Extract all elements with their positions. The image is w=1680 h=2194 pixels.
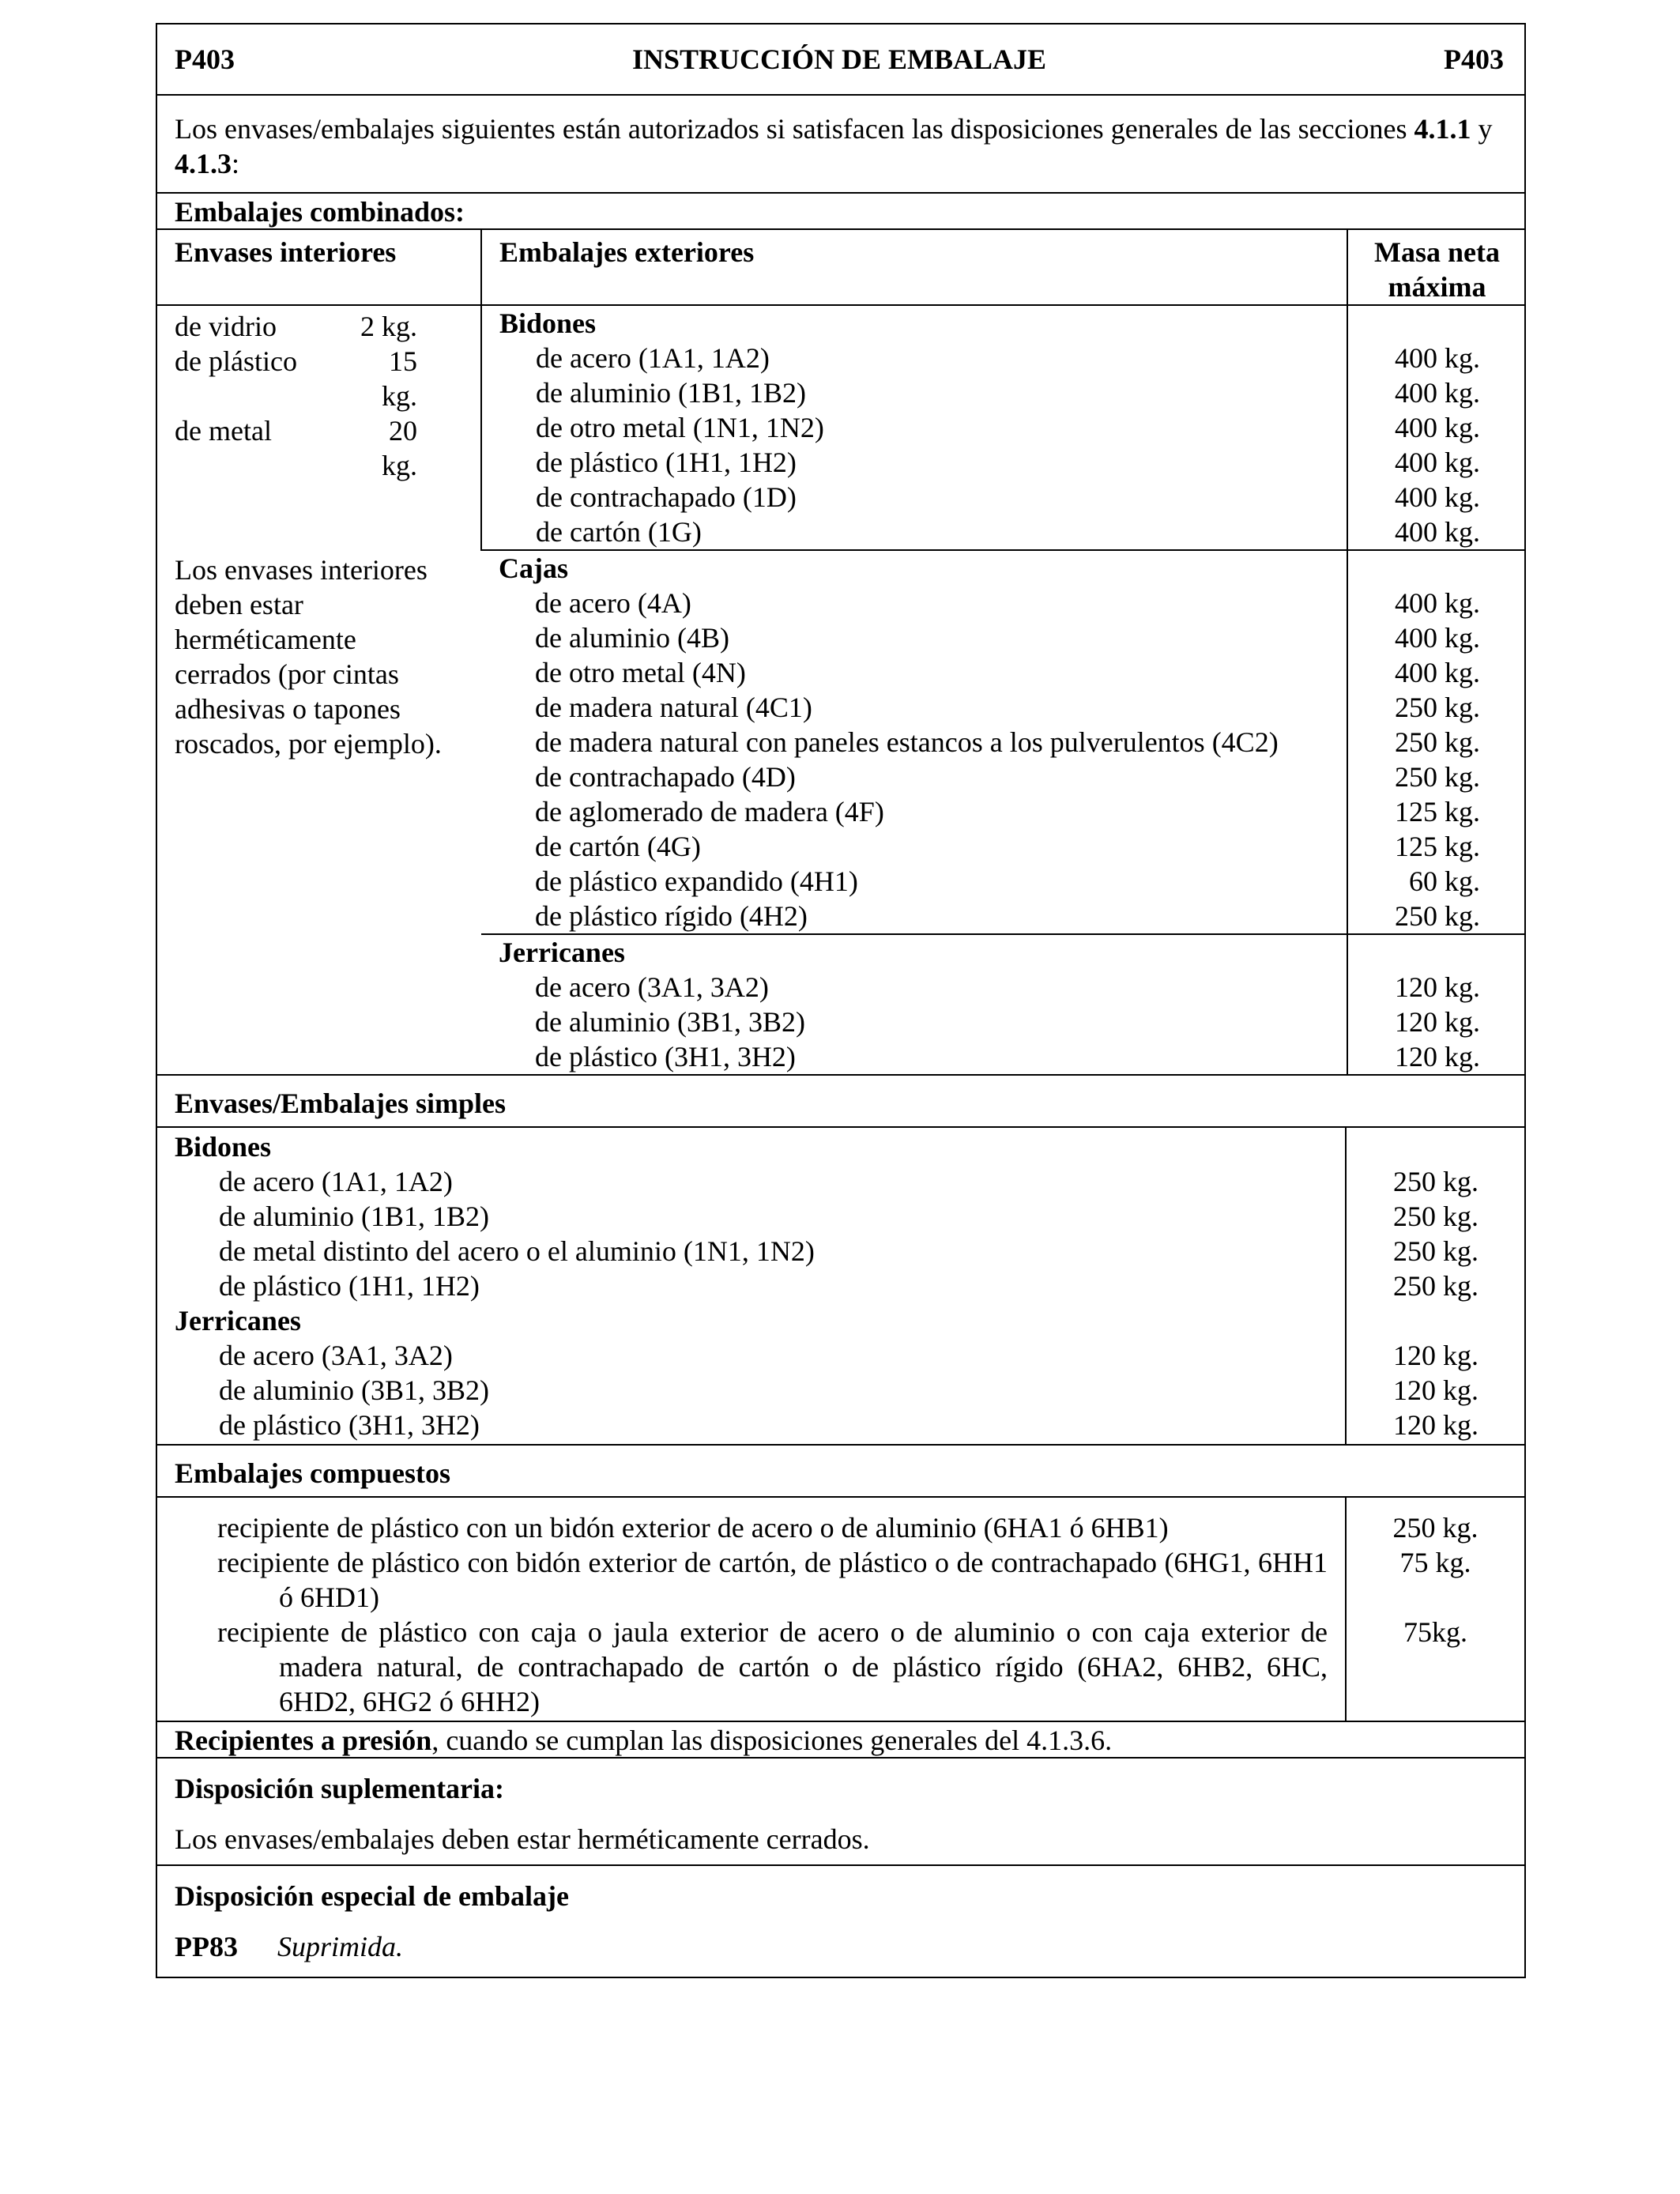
group-masses: [1348, 341, 1480, 549]
outer-packaging-item: de acero (3A1, 3A2): [535, 971, 769, 1003]
outer-packaging-item: de plástico (3H1, 3H2): [535, 1041, 796, 1072]
outer-packaging-item: de aluminio (1B1, 1B2): [536, 377, 806, 409]
outer-packaging-mass: 250 kg.: [1395, 900, 1480, 932]
pressure-bold: Recipientes a presión: [175, 1725, 432, 1756]
outer-packaging-mass: 120 kg.: [1395, 971, 1480, 1003]
outer-packaging-item: de acero (4A): [535, 587, 691, 619]
inner-packaging-name: de plástico: [175, 345, 297, 377]
mass-group-jerricans: [1347, 934, 1526, 1074]
outer-group-drums: [481, 305, 1347, 550]
outer-packaging-item: de cartón (4G): [535, 831, 701, 862]
col-inner-header: Envases interiores: [157, 230, 481, 305]
single-packaging-item: de metal distinto del acero o el aluminio (1N1, 1N2): [219, 1235, 815, 1267]
group-masses: [1348, 970, 1480, 1074]
col-mass-header: Masa neta máxima: [1347, 230, 1526, 305]
inner-packagings-note: Los envases interiores deben estar herméticamente cerrados (por cintas adhesivas o tapones roscados, por ejemplo).: [175, 554, 442, 760]
single-table: [157, 1128, 1524, 1444]
outer-packaging-item: de otro metal (4N): [535, 657, 746, 688]
outer-group-jerricans: [481, 934, 1347, 1074]
single-packaging-item: de plástico (1H1, 1H2): [219, 1270, 480, 1302]
provision-text: Suprimida.: [277, 1931, 404, 1962]
single-packaging-item: de acero (1A1, 1A2): [219, 1166, 453, 1197]
inner-packaging-name: de vidrio: [175, 311, 277, 342]
supplementary-text: Los envases/embalajes deben estar herméticamente cerrados.: [175, 1823, 870, 1855]
intro-text-a: Los envases/embalajes siguientes están autorizados si satisfacen las disposiciones generales de las secciones: [175, 113, 1414, 145]
single-packaging-mass: 250 kg.: [1393, 1235, 1478, 1267]
outer-packaging-mass: 400 kg.: [1395, 412, 1480, 443]
pressure-receptacles-row: [157, 1722, 1524, 1759]
single-group-title: Bidones: [175, 1131, 272, 1163]
outer-packaging-item: de plástico expandido (4H1): [535, 865, 858, 897]
inner-packaging-mass: 2 kg.: [360, 311, 417, 342]
outer-packaging-mass: 120 kg.: [1395, 1006, 1480, 1038]
single-labels-cell: [157, 1128, 1346, 1444]
outer-packaging-mass: 250 kg.: [1395, 692, 1480, 723]
composite-packaging-item: recipiente de plástico con caja o jaula exterior de acero o de aluminio o con caja exterior de madera natural, de contrachapado de cartón o de plástico rígido (6HA2, 6HB2, 6HC, 6HD2, 6HG2 ó 6HH2): [217, 1616, 1328, 1717]
outer-packaging-item: de aluminio (3B1, 3B2): [535, 1006, 805, 1038]
intro-text-c: :: [232, 148, 240, 179]
combined-packagings-title: Embalajes combinados:: [157, 194, 1524, 230]
outer-packaging-mass: 60 kg.: [1409, 865, 1480, 897]
single-packaging-mass: 250 kg.: [1393, 1201, 1478, 1232]
outer-packaging-item: de otro metal (1N1, 1N2): [536, 412, 824, 443]
composite-mass-cell: [1346, 1498, 1524, 1721]
outer-packaging-mass: 125 kg.: [1395, 796, 1480, 827]
intro-ref-1: 4.1.1: [1414, 113, 1471, 145]
single-group-title: Jerricanes: [175, 1305, 301, 1336]
inner-packaging-mass: 15 kg.: [382, 345, 417, 412]
group-masses: [1348, 586, 1480, 933]
outer-packaging-mass: 400 kg.: [1395, 622, 1480, 654]
packing-instruction-table: [156, 23, 1526, 1978]
single-packaging-mass: 120 kg.: [1393, 1374, 1478, 1406]
composite-packagings-title: Embalajes compuestos: [157, 1446, 1524, 1498]
spacer: [1347, 1303, 1478, 1338]
group-items: [499, 341, 1329, 549]
composite-packaging-item: recipiente de plástico con bidón exterior de cartón, de plástico o de contrachapado (6HG1, 6HH1 ó 6HD1): [217, 1547, 1328, 1613]
single-packaging-item: de acero (3A1, 3A2): [219, 1340, 453, 1371]
composite-packaging-item: recipiente de plástico con un bidón exterior de acero o de aluminio (6HA1 ó 6HB1): [217, 1512, 1169, 1544]
composite-packaging-mass: 75 kg.: [1399, 1547, 1471, 1578]
pressure-text: , cuando se cumplan las disposiciones generales del 4.1.3.6.: [431, 1725, 1113, 1756]
outer-packaging-mass: 400 kg.: [1395, 587, 1480, 619]
composite-packaging-mass: 75kg.: [1403, 1616, 1467, 1648]
inner-packagings-cell: [157, 305, 481, 1074]
single-packaging-mass: 250 kg.: [1393, 1166, 1478, 1197]
mass-group-drums: [1347, 305, 1526, 550]
single-mass-cell: [1346, 1128, 1524, 1444]
instruction-code-left: P403: [175, 43, 235, 75]
special-packing-provision: [157, 1866, 1524, 1977]
outer-packaging-item: de contrachapado (4D): [535, 761, 796, 793]
single-packagings-title: Envases/Embalajes simples: [157, 1076, 1524, 1128]
combined-header-row: [157, 230, 1526, 305]
group-title: Jerricanes: [499, 937, 625, 968]
provision-code: PP83: [175, 1931, 238, 1962]
inner-packaging-item: [175, 309, 463, 344]
special-provision-title: Disposición especial de embalaje: [175, 1880, 569, 1912]
intro-ref-2: 4.1.3: [175, 148, 232, 179]
inner-packagings-list: [175, 309, 463, 483]
outer-packaging-mass: 400 kg.: [1395, 342, 1480, 374]
single-packaging-mass: 120 kg.: [1393, 1340, 1478, 1371]
group-items: [499, 970, 1329, 1074]
intro-paragraph: [157, 96, 1524, 194]
outer-packaging-item: de madera natural (4C1): [535, 692, 812, 723]
single-packaging-item: de aluminio (1B1, 1B2): [219, 1201, 489, 1232]
combined-table: [157, 230, 1526, 1074]
outer-packaging-mass: 400 kg.: [1395, 481, 1480, 513]
outer-packaging-item: de aluminio (4B): [535, 622, 729, 654]
single-packaging-item: de aluminio (3B1, 3B2): [219, 1374, 489, 1406]
composite-labels-cell: [157, 1498, 1346, 1721]
outer-packaging-mass: 400 kg.: [1395, 516, 1480, 548]
group-title: Bidones: [499, 307, 597, 339]
outer-packaging-mass: 400 kg.: [1395, 657, 1480, 688]
supplementary-title: Disposición suplementaria:: [175, 1773, 505, 1804]
inner-packaging-item: [175, 344, 463, 413]
header-row: [157, 25, 1524, 96]
instruction-code-right: P403: [1443, 43, 1504, 75]
single-packaging-mass: 250 kg.: [1393, 1270, 1478, 1302]
outer-packaging-item: de madera natural con paneles estancos a los pulverulentos (4C2): [535, 726, 1279, 758]
inner-packaging-mass: 20 kg.: [382, 415, 417, 481]
instruction-title: INSTRUCCIÓN DE EMBALAJE: [631, 43, 1047, 75]
group-title: Cajas: [499, 552, 568, 584]
outer-packaging-mass: 120 kg.: [1395, 1041, 1480, 1072]
outer-packaging-item: de cartón (1G): [536, 516, 702, 548]
outer-packaging-mass: 250 kg.: [1395, 726, 1480, 758]
group-items: [499, 586, 1329, 933]
single-packaging-item: de plástico (3H1, 3H2): [219, 1409, 480, 1441]
mass-group-boxes: [1347, 550, 1526, 934]
combined-packagings-section: [157, 230, 1524, 1076]
outer-packaging-mass: 400 kg.: [1395, 447, 1480, 478]
outer-packaging-mass: 250 kg.: [1395, 761, 1480, 793]
outer-packaging-item: de contrachapado (1D): [536, 481, 797, 513]
composite-packaging-mass: 250 kg.: [1392, 1512, 1478, 1544]
inner-packaging-name: de metal: [175, 415, 272, 447]
outer-packaging-mass: 125 kg.: [1395, 831, 1480, 862]
intro-text-b: y: [1471, 113, 1493, 145]
outer-packaging-item: de aglomerado de madera (4F): [535, 796, 884, 827]
outer-packaging-mass: 400 kg.: [1395, 377, 1480, 409]
outer-packaging-item: de acero (1A1, 1A2): [536, 342, 770, 374]
outer-packaging-item: de plástico (1H1, 1H2): [536, 447, 797, 478]
group-row: [157, 305, 1526, 550]
special-provision-line: [175, 1929, 1507, 1964]
inner-packaging-item: [175, 413, 463, 483]
spacer: [1347, 1129, 1478, 1164]
single-packagings-section: [157, 1128, 1524, 1446]
composite-packagings-section: [157, 1498, 1524, 1722]
outer-packaging-item: de plástico rígido (4H2): [535, 900, 808, 932]
composite-table: [157, 1498, 1524, 1721]
supplementary-provision: [157, 1759, 1524, 1866]
single-packaging-mass: 120 kg.: [1393, 1409, 1478, 1441]
col-outer-header: Embalajes exteriores: [481, 230, 1347, 305]
outer-group-boxes: [481, 550, 1347, 934]
